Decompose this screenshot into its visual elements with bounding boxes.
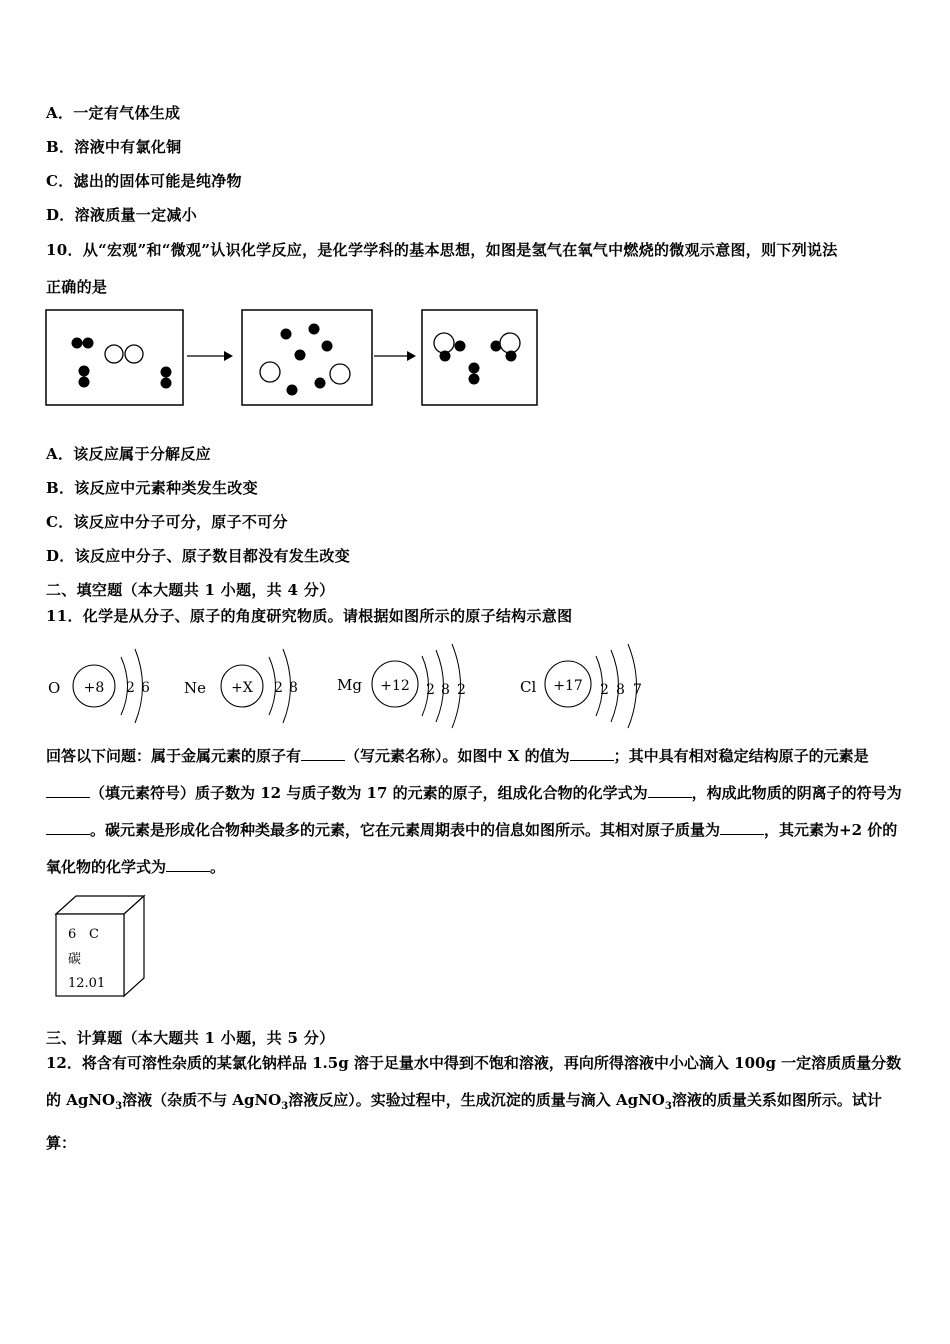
atomic-structure-diagrams xyxy=(44,642,664,734)
q10-option-b: B．该反应中元素种类发生改变 xyxy=(46,479,258,497)
shell-electrons: 2 xyxy=(600,682,609,698)
atom-oxygen xyxy=(48,649,150,723)
q10-stem-line1: 10．从“宏观”和“微观”认识化学反应，是化学学科的基本思想，如图是氢气在氧气中燃烧的微观示意图，则下列说法 xyxy=(46,241,838,259)
arrow-head xyxy=(224,351,233,361)
atom-magnesium xyxy=(337,644,466,728)
answer-blank[interactable] xyxy=(166,859,210,872)
q11-paragraph: 回答以下问题：属于金属元素的原子有 （写元素名称）。如图中 X 的值为 ；其中具有相对稳定结构原子的元素是（填元素符号）质子数为 12 与质子数为 17 的元素的原子，组成化合物的化学式为 ，构成此物质的阴离子的符号为。碳元素是形成化合物种类最多的元素，它在元素周期表中的信息如图所示。其相对原子质量为 ，其元素为+2 价的氧化物的化学式为 。 xyxy=(46,747,902,876)
atom-symbol: Ne xyxy=(184,679,207,697)
hydrogen-atom xyxy=(161,367,172,378)
shell-electrons: 2 xyxy=(126,680,135,696)
answer-blank[interactable] xyxy=(648,785,692,798)
q10-option-d: D．该反应中分子、原子数目都没有发生改变 xyxy=(46,547,351,565)
atom-symbol: Cl xyxy=(520,678,537,696)
element-name: 碳 xyxy=(68,952,82,967)
answer-blank[interactable] xyxy=(46,785,90,798)
nucleus-charge: +X xyxy=(231,680,253,696)
section-3-title: 三、计算题（本大题共 1 小题，共 5 分） xyxy=(46,1029,335,1047)
hydrogen-atom xyxy=(455,341,466,352)
oxygen-atom xyxy=(105,345,123,363)
q12-paragraph: 12．将含有可溶性杂质的某氯化钠样品 1.5g 溶于足量水中得到不饱和溶液，再向所得溶液中小心滴入 100g 一定溶质质量分数的 AgNO$_3$溶液（杂质不与 AgNO$_3$溶液反应）。实验过程中，生成沉淀的质量与滴入 AgNO$_3$溶液的质量关系如图所示。试计算： xyxy=(46,1054,902,1152)
hydrogen-atom xyxy=(287,385,298,396)
hydrogen-atom xyxy=(440,351,451,362)
q10-option-c: C．该反应中分子可分，原子不可分 xyxy=(46,513,288,531)
shell-electrons: 8 xyxy=(441,682,450,698)
reaction-micro-diagram xyxy=(44,306,544,410)
shell-electrons: 8 xyxy=(616,682,625,698)
hydrogen-atom xyxy=(322,341,333,352)
hydrogen-atom xyxy=(309,324,320,335)
oxygen-atom xyxy=(434,333,454,353)
atoms-box xyxy=(242,310,372,405)
atom-symbol: Mg xyxy=(337,676,362,694)
hydrogen-atom xyxy=(161,378,172,389)
atomic-number: 6 xyxy=(68,927,77,942)
oxygen-atom xyxy=(260,362,280,382)
atom-symbol: O xyxy=(48,679,61,697)
products-box xyxy=(422,310,537,405)
oxygen-atom xyxy=(500,333,520,353)
answer-blank[interactable] xyxy=(46,822,90,835)
nucleus-charge: +17 xyxy=(553,678,583,694)
hydrogen-atom xyxy=(79,366,90,377)
q10-stem-line2: 正确的是 xyxy=(46,278,108,296)
arrow-head xyxy=(407,351,416,361)
hydrogen-atom xyxy=(469,374,480,385)
answer-blank[interactable] xyxy=(301,748,345,761)
element-symbol: C xyxy=(89,927,99,942)
hydrogen-atom xyxy=(506,351,517,362)
atom-chlorine xyxy=(520,644,642,728)
q9-option-c: C．滤出的固体可能是纯净物 xyxy=(46,172,242,190)
q9-option-d: D．溶液质量一定减小 xyxy=(46,206,198,224)
q9-option-b: B．溶液中有氯化铜 xyxy=(46,138,182,156)
oxygen-atom xyxy=(330,364,350,384)
hydrogen-atom xyxy=(72,338,83,349)
hydrogen-atom xyxy=(315,378,326,389)
oxygen-atom xyxy=(125,345,143,363)
hydrogen-atom xyxy=(469,363,480,374)
q10-option-a: A．该反应属于分解反应 xyxy=(46,445,211,463)
hydrogen-atom xyxy=(295,350,306,361)
answer-blank[interactable] xyxy=(570,748,614,761)
hydrogen-atom xyxy=(83,338,94,349)
q11-stem: 11．化学是从分子、原子的角度研究物质。请根据如图所示的原子结构示意图 xyxy=(46,607,573,625)
nucleus-charge: +12 xyxy=(380,678,410,694)
nucleus-charge: +8 xyxy=(83,680,105,696)
atomic-mass: 12.01 xyxy=(68,976,106,991)
shell-electrons: 6 xyxy=(141,680,150,696)
hydrogen-atom xyxy=(79,377,90,388)
shell-electrons: 8 xyxy=(289,680,298,696)
q9-option-a: A．一定有气体生成 xyxy=(46,104,181,122)
atom-neon xyxy=(184,649,298,723)
carbon-element-card xyxy=(52,892,152,1002)
shell-electrons: 2 xyxy=(274,680,283,696)
shell-electrons: 2 xyxy=(457,682,466,698)
section-2-title: 二、填空题（本大题共 1 小题，共 4 分） xyxy=(46,581,335,599)
shell-electrons: 7 xyxy=(633,682,642,698)
hydrogen-atom xyxy=(281,329,292,340)
shell-electrons: 2 xyxy=(426,682,435,698)
answer-blank[interactable] xyxy=(720,822,764,835)
